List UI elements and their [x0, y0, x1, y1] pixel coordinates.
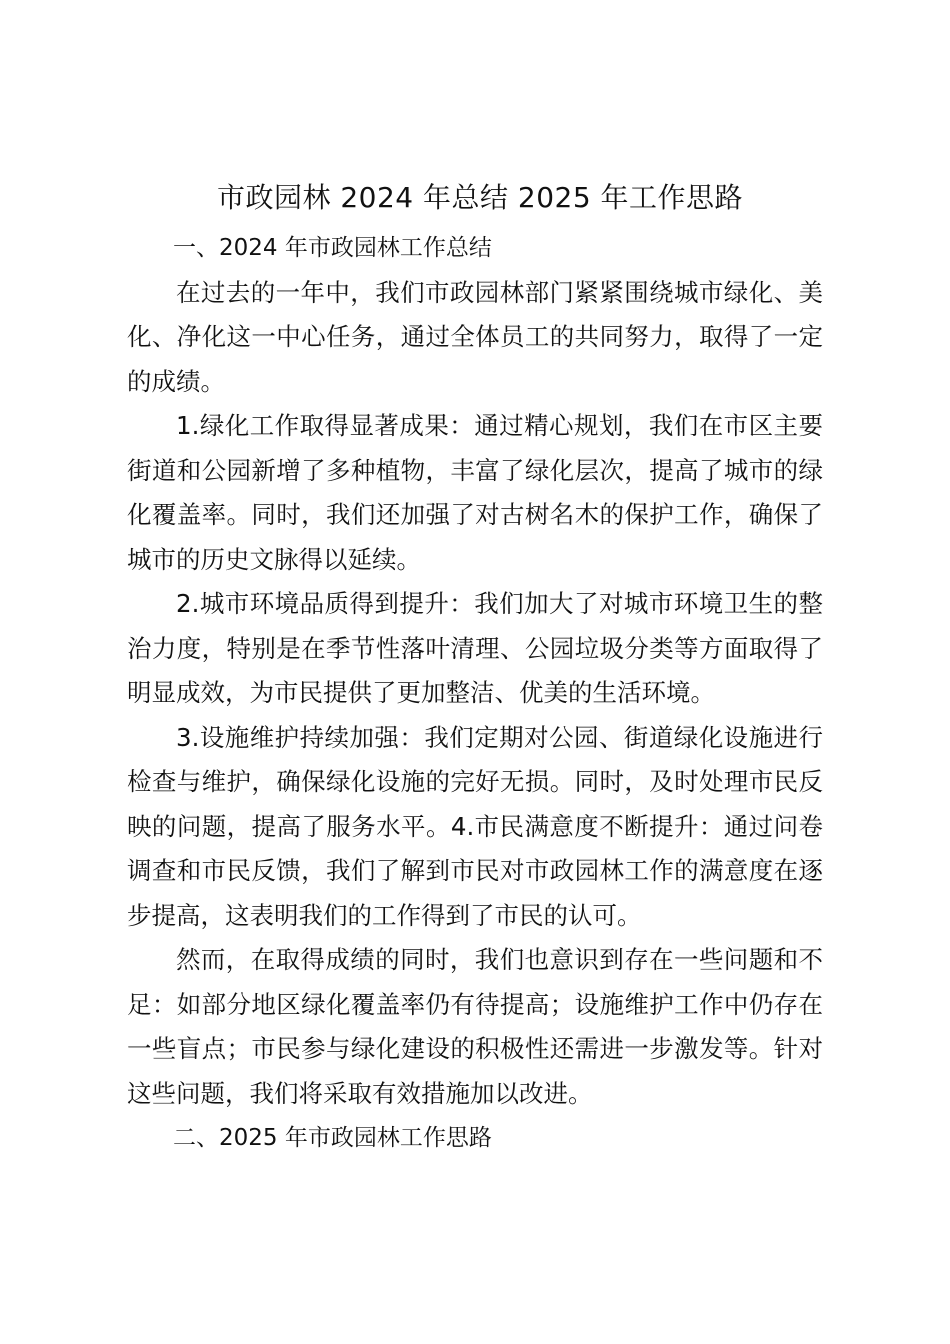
paragraph-environment-quality: 2.城市环境品质得到提升：我们加大了对城市环境卫生的整治力度，特别是在季节性落叶清理、公园垃圾分类等方面取得了明显成效，为市民提供了更加整洁、优美的生活环境。 — [127, 589, 823, 707]
paragraph-greening-achievements: 1.绿化工作取得显著成果：通过精心规划，我们在市区主要街道和公园新增了多种植物，丰富了绿化层次，提高了城市的绿化覆盖率。同时，我们还加强了对古树名木的保护工作，确保了城市的历史文脉得以延续。 — [127, 411, 823, 574]
document-title: 市政园林 2024 年总结 2025 年工作思路 — [216, 181, 744, 214]
paragraph-facility-maintenance: 3.设施维护持续加强：我们定期对公园、街道绿化设施进行检查与维护，确保绿化设施的完好无损。同时，及时处理市民反映的问题，提高了服务水平。4.市民满意度不断提升：通过问卷调查和市民反馈，我们了解到市民对市政园林工作的满意度在逐步提高，这表明我们的工作得到了市民的认可。 — [127, 722, 823, 930]
section-heading-2024-summary: 一、2024 年市政园林工作总结 — [173, 235, 492, 261]
paragraph-intro: 在过去的一年中，我们市政园林部门紧紧围绕城市绿化、美化、净化这一中心任务，通过全体员工的共同努力，取得了一定的成绩。 — [127, 277, 823, 396]
paragraph-problems: 然而，在取得成绩的同时，我们也意识到存在一些问题和不足：如部分地区绿化覆盖率仍有待提高；设施维护工作中仍存在一些盲点；市民参与绿化建设的积极性还需进一步激发等。针对这些问题，我们将采取有效措施加以改进。 — [127, 945, 823, 1108]
section-heading-2025-plan: 二、2025 年市政园林工作思路 — [173, 1125, 492, 1151]
document-body — [127, 226, 823, 1161]
